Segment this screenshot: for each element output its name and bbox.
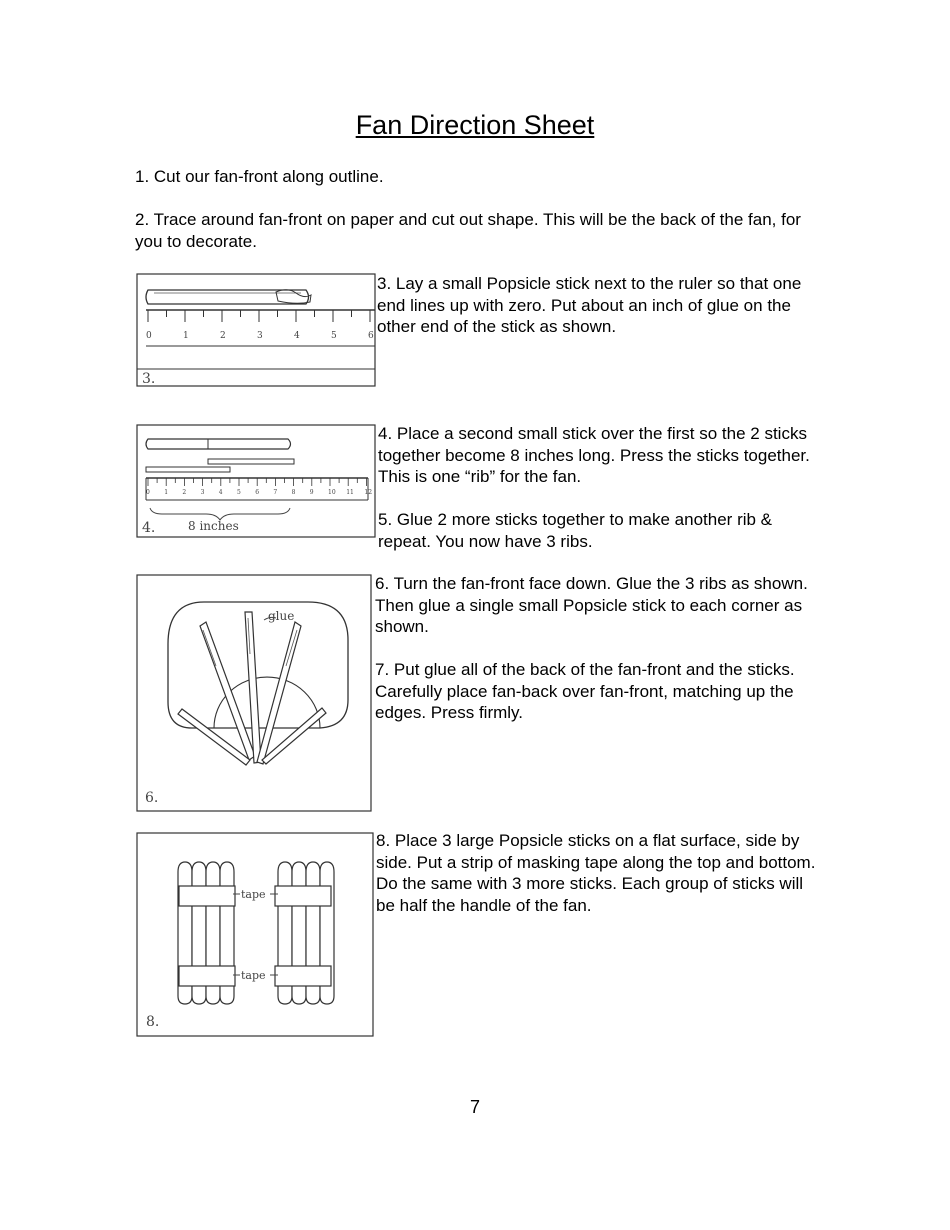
- figure-6-label: 6.: [145, 790, 159, 806]
- ruler-4-number: 1: [164, 489, 169, 496]
- step-8-text: 8. Place 3 large Popsicle sticks on a flat surface, side by side. Put a strip of masking tape along the top and bottom. Do the same with 3 more sticks. Each group of sticks will be half the handle of the fan.: [376, 831, 816, 915]
- step-4-text: 4. Place a second small stick over the first so the 2 sticks together become 8 inches long. Press the sticks together. This is one “rib” for the fan.: [378, 424, 810, 486]
- figure-3-label: 3.: [142, 371, 156, 387]
- step-7-text: 7. Put glue all of the back of the fan-front and the sticks. Carefully place fan-back over fan-front, matching up the edges. Press firmly.: [375, 660, 795, 722]
- ruler-3-number: 5: [331, 331, 337, 341]
- step-1-text: 1. Cut our fan-front along outline.: [135, 167, 384, 186]
- ruler-4-number: 5: [237, 489, 241, 496]
- ruler-3-number: 4: [294, 331, 300, 341]
- ruler-3-number: 3: [257, 331, 263, 341]
- ruler-3-number: 2: [220, 331, 226, 341]
- step-3-text: 3. Lay a small Popsicle stick next to the ruler so that one end lines up with zero. Put about an inch of glue on the other end of the stick as shown.: [377, 274, 802, 336]
- ruler-4-number: 4: [218, 489, 223, 496]
- ruler-4-number: 9: [309, 489, 314, 496]
- ruler-4-number: 10: [328, 489, 336, 496]
- figure-4-label: 4.: [142, 520, 156, 536]
- ruler-3-number: 1: [183, 331, 189, 341]
- page-title: Fan Direction Sheet: [355, 110, 595, 140]
- step-6-text: 6. Turn the fan-front face down. Glue the 3 ribs as shown. Then glue a single small Popsicle stick to each corner as shown.: [375, 574, 808, 636]
- figure-8-tape-top: tape: [241, 888, 266, 901]
- figure-4-caption: 8 inches: [188, 519, 239, 533]
- figure-6-glue-annotation: glue: [268, 609, 295, 623]
- ruler-4-number: 7: [273, 489, 278, 496]
- ruler-4-number: 3: [200, 489, 205, 496]
- ruler-4-number: 12: [364, 489, 373, 496]
- ruler-4-number: 2: [182, 489, 187, 496]
- ruler-3-number: 6: [368, 331, 374, 341]
- step-2-text: 2. Trace around fan-front on paper and cut out shape. This will be the back of the fan, for you to decorate.: [135, 210, 801, 251]
- ruler-4-number: 8: [291, 489, 296, 496]
- figure-3-ruler: [136, 273, 376, 387]
- figure-8-handle-sticks: [136, 832, 374, 1037]
- figure-4-ruler: [136, 424, 376, 538]
- ruler-3-number: 0: [146, 331, 152, 341]
- figure-8-tape-bottom: tape: [241, 969, 266, 982]
- figure-6-fan-ribs: [136, 574, 372, 812]
- figure-8-label: 8.: [146, 1014, 160, 1030]
- ruler-4-number: 0: [146, 489, 150, 496]
- page-number: 7: [469, 1097, 480, 1117]
- step-5-text: 5. Glue 2 more sticks together to make another rib & repeat. You now have 3 ribs.: [378, 510, 773, 551]
- ruler-4-number: 11: [346, 489, 354, 496]
- ruler-4-number: 6: [255, 489, 260, 496]
